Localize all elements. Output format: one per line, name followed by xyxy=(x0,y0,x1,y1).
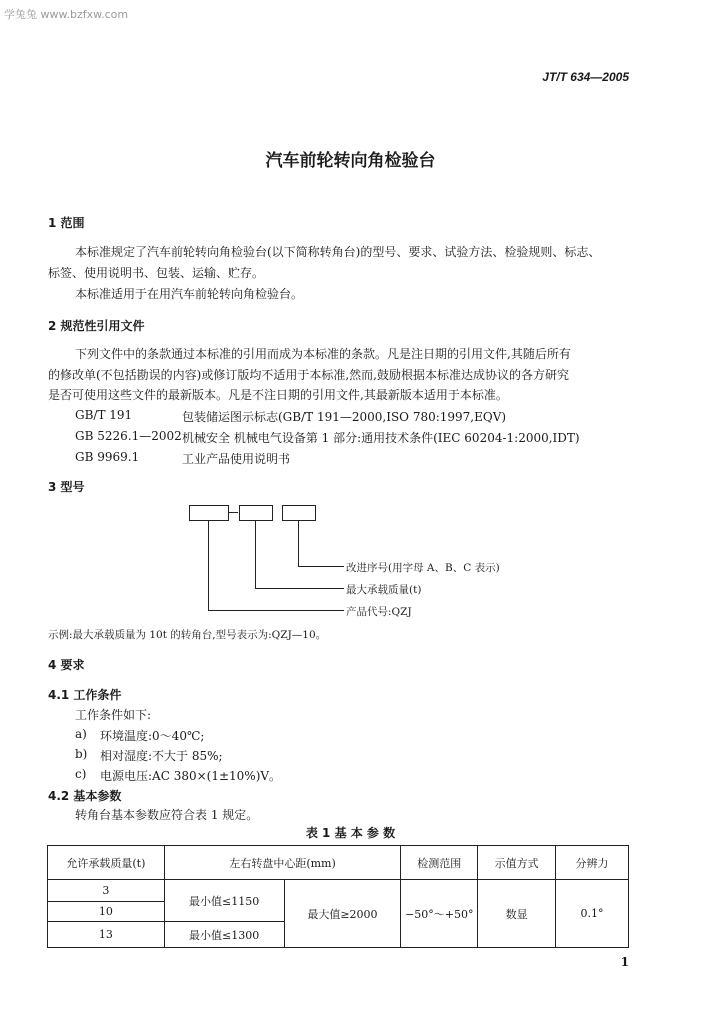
ref-code: GB 5226.1—2002 xyxy=(75,429,182,443)
section-1-heading: 1 范围 xyxy=(48,216,85,230)
page-number: 1 xyxy=(620,955,629,969)
list-marker: b) xyxy=(75,747,88,761)
header-cell: 分辨力 xyxy=(556,846,629,880)
ref-title: 包装储运图示标志(GB/T 191—2000,ISO 780:1997,EQV) xyxy=(182,410,507,424)
table-cell: 3 xyxy=(48,880,165,902)
table-row xyxy=(48,880,629,902)
s2-para-line-1: 下列文件中的条款通过本标准的引用而成为本标准的条款。凡是注日期的引用文件,其随后所有 xyxy=(75,347,571,361)
ref-title: 机械安全 机械电气设备第 1 部分:通用技术条件(IEC 60204-1:2000,IDT) xyxy=(182,431,580,445)
table-cell: 最大值≥2000 xyxy=(284,880,401,948)
list-marker: c) xyxy=(75,767,87,781)
separator-dash xyxy=(229,512,238,513)
table-cell: 13 xyxy=(48,922,165,948)
s1-para-1-line-1: 本标准规定了汽车前轮转向角检验台(以下简称转角台)的型号、要求、试验方法、检验规则、标志、 xyxy=(75,245,601,259)
section-3-heading: 3 型号 xyxy=(48,480,85,494)
label-product-code: 产品代号:QZJ xyxy=(346,606,412,618)
leader-line xyxy=(255,588,344,589)
page-title: 汽车前轮转向角检验台 xyxy=(265,151,436,171)
improvement-box xyxy=(282,505,316,521)
s2-para-line-3: 是否可使用这些文件的最新版本。凡是不注日期的引用文件,其最新版本适用于本标准。 xyxy=(48,388,508,402)
leader-line xyxy=(298,566,344,567)
table-cell: 0.1° xyxy=(556,880,629,948)
leader-line xyxy=(208,521,209,611)
table-cell: 数显 xyxy=(478,880,556,948)
label-max-load: 最大承载质量(t) xyxy=(346,584,422,596)
list-item: 电源电压:AC 380×(1±10%)V。 xyxy=(100,769,282,783)
table-cell: 最小值≤1150 xyxy=(164,880,284,922)
parameters-table xyxy=(47,845,629,948)
table-cell: 最小值≤1300 xyxy=(164,922,284,948)
ref-code: GB/T 191 xyxy=(75,408,133,422)
header-cell: 左右转盘中心距(mm) xyxy=(164,846,401,880)
header-cell: 检测范围 xyxy=(401,846,478,880)
section-2-heading: 2 规范性引用文件 xyxy=(48,319,145,333)
load-box xyxy=(239,505,273,521)
model-example: 示例:最大承载质量为 10t 的转角台,型号表示为:QZJ—10。 xyxy=(48,629,327,641)
watermark: 学兔兔 www.bzfxw.com xyxy=(4,8,129,21)
leader-line xyxy=(255,521,256,589)
s1-para-1-line-2: 标签、使用说明书、包装、运输、贮存。 xyxy=(48,266,265,280)
table-cell: −50°～+50° xyxy=(401,880,478,948)
list-item: 相对湿度:不大于 85%; xyxy=(100,749,223,763)
leader-line xyxy=(208,610,344,611)
s1-para-2: 本标准适用于在用汽车前轮转向角检验台。 xyxy=(75,287,304,301)
table-caption: 表 1 基 本 参 数 xyxy=(305,826,396,840)
table-cell: 10 xyxy=(48,902,165,922)
label-improvement: 改进序号(用字母 A、B、C 表示) xyxy=(346,562,500,574)
list-marker: a) xyxy=(75,727,87,741)
product-code-box xyxy=(189,505,229,521)
s42-text: 转角台基本参数应符合表 1 规定。 xyxy=(75,808,259,822)
section-4-2-heading: 4.2 基本参数 xyxy=(48,789,122,803)
header-cell: 允许承载质量(t) xyxy=(48,846,165,880)
ref-title: 工业产品使用说明书 xyxy=(182,452,291,466)
s41-intro: 工作条件如下: xyxy=(75,708,152,722)
table-header-row xyxy=(48,846,629,880)
section-4-1-heading: 4.1 工作条件 xyxy=(48,688,122,702)
leader-line xyxy=(298,521,299,567)
s2-para-line-2: 的修改单(不包括勘误的内容)或修订版均不适用于本标准,然而,鼓励根据本标准达成协议的各方研究 xyxy=(48,368,569,382)
ref-code: GB 9969.1 xyxy=(75,450,140,464)
list-item: 环境温度:0～40℃; xyxy=(100,729,205,743)
standard-number: JT/T 634—2005 xyxy=(542,70,629,84)
header-cell: 示值方式 xyxy=(478,846,556,880)
section-4-heading: 4 要求 xyxy=(48,658,85,672)
